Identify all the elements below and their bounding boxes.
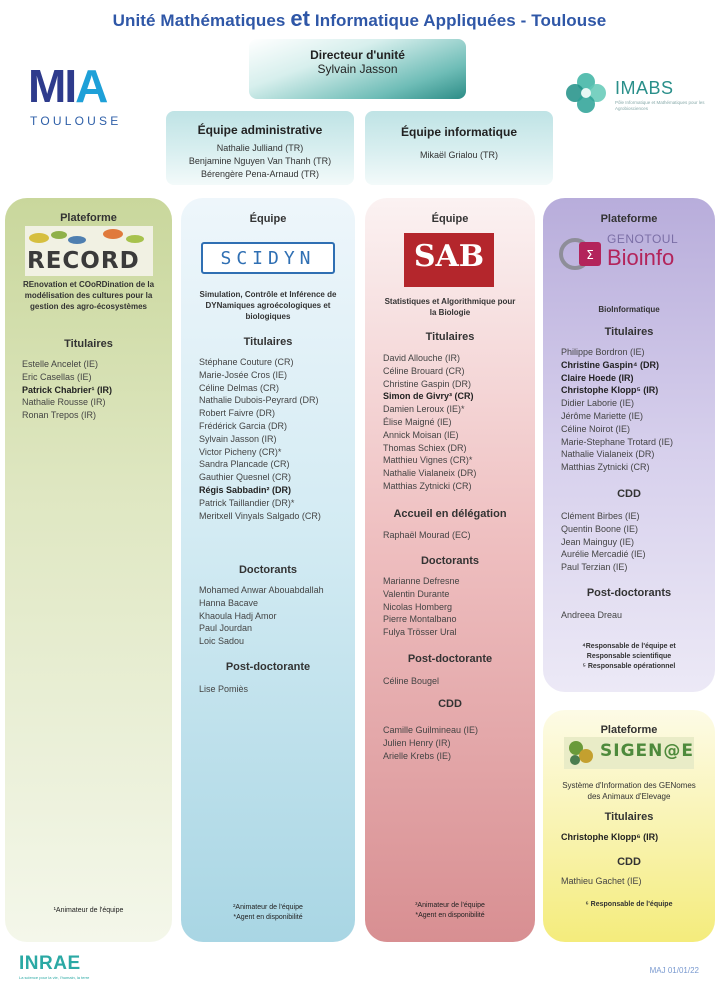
update-date: MAJ 01/01/22 [649,966,699,975]
member-name: David Allouche (IR) [383,353,461,363]
member-name: Sylvain Jasson (IR) [199,433,277,444]
admin-member: Bérengère Pena-Arnaud (TR) [200,169,320,179]
member-name: Meritxell Vinyals Salgado (CR) [199,510,321,521]
genotoul-logo-line2: Bioinfo [607,245,675,270]
sigenae-kind: Plateforme [600,724,658,736]
genotoul-bioinfo-logo [559,230,699,278]
member-name: Thomas Schiex (DR) [383,442,467,453]
member-name: Loic Sadou [199,636,245,647]
member-name: Christophe Klopp⁵ (IR) [561,385,659,396]
scidyn-kind: Équipe [249,213,287,225]
member-name: Nathalie Vialaneix (DR) [561,449,655,460]
member-name: Christophe Klopp⁶ (IR) [561,832,659,842]
record-titulaires-label: Titulaires [64,338,113,350]
admin-team-title: Équipe administrative [197,123,323,137]
member-name: Simon de Givry³ (CR) [383,391,474,402]
member-name: Nicolas Homberg [383,601,453,612]
sab-doctorants-list [383,575,535,639]
sab-description: Statistiques et Algorithmique pour la Biologie [384,297,516,317]
sab-postdoc-label: Post-doctorante [407,653,493,665]
member-name: Paul Terzian (IE) [561,562,628,573]
scidyn-titulaires-list [199,356,355,522]
svg-text:Σ: Σ [586,248,594,262]
sab-cdd-label: CDD [438,698,462,710]
scidyn-footnote-2: *Agent en disponibilité [233,914,303,921]
member-name: Lise Pomiès [199,684,249,694]
sab-logo [404,233,494,287]
record-platform-column [5,198,172,942]
member-name: Matthias Zytnicki (CR) [383,480,472,491]
member-name: Sandra Plancade (CR) [199,459,290,470]
admin-member: Benjamine Nguyen Van Thanh (TR) [188,156,332,166]
member-name: Didier Laborie (IE) [561,398,635,409]
member-name: Christine Gaspin (DR) [383,378,472,389]
director-title: Directeur d'unité [310,48,405,62]
sab-team-column [365,198,535,942]
member-name: Claire Hoede (IR) [561,372,634,383]
inrae-logo-text: INRAE [19,953,81,974]
scidyn-logo [201,242,335,274]
title-part-1: Unité Mathématiques [112,11,291,30]
sab-footnote-2: *Agent en disponibilité [415,912,485,919]
member-name: Eric Casellas (IE) [22,371,92,382]
member-name: Pierre Montalbano [383,614,457,625]
member-name: Marie-Josée Cros (IE) [199,369,288,380]
sigenae-cdd-label: CDD [617,856,641,868]
member-name: Élise Maigné (IE) [383,416,452,427]
member-name: Aurélie Mercadié (IE) [561,549,646,560]
member-name: Stéphane Couture (CR) [199,357,294,367]
bioinfo-postdoc-label: Post-doctorants [586,587,672,599]
imabs-logo [563,70,713,122]
member-name: Quentin Boone (IE) [561,523,639,534]
imabs-logo-name: IMABS [615,78,674,98]
member-name: Patrick Chabrier¹ (IR) [22,384,113,395]
member-name: Hanna Bacave [199,597,259,608]
bioinfo-cdd-label: CDD [617,488,641,500]
imabs-flower-icon [563,70,609,116]
member-name: Andreea Dreau [561,610,623,620]
sab-postdoc-list [383,675,535,688]
scidyn-titulaires-label: Titulaires [243,336,293,348]
member-name: Patrick Taillandier (DR)* [199,497,295,508]
member-name: Régis Sabbadin² (DR) [199,484,292,495]
bioinfo-kind: Plateforme [600,213,658,225]
bioinfo-titulaires-label: Titulaires [604,326,654,338]
sab-logo-text: SAB [413,239,485,274]
sigenae-logo [564,737,694,769]
sab-accueil-label: Accueil en délégation [393,508,507,520]
member-name: Christine Gaspin⁴ (DR) [561,359,659,370]
sab-kind: Équipe [431,213,469,225]
mia-logo-subtitle: TOULOUSE [30,114,122,128]
sigenae-footnote: ⁶ Responsable de l'équipe [585,901,673,908]
sigenae-logo-text: SIGEN@E [600,741,694,761]
it-member: Mikaël Grialou (TR) [419,150,498,160]
member-name: Céline Noirot (IE) [561,423,631,434]
member-name: Nathalie Rousse (IR) [22,397,106,408]
sigenae-animals-icon [566,738,596,768]
genotoul-logo-line1: GENOTOUL [607,232,679,246]
member-name: Clément Birbes (IE) [561,511,640,521]
member-name: Matthieu Vignes (CR)* [383,455,473,466]
admin-member: Nathalie Julliand (TR) [216,143,304,153]
it-team-title: Équipe informatique [400,125,517,139]
scidyn-footnote-1: ²Animateur de l'équipe [233,904,303,911]
bioinfo-titulaires-list [561,346,715,474]
member-name: Ronan Trepos (IR) [22,410,97,421]
scidyn-description: Simulation, Contrôle et Inférence de DYNamiques agroécologiques et biologiques [199,290,337,321]
bioinfo-cdd-list [561,510,715,574]
record-logo-text: RECORD [27,248,140,274]
bioinfo-description: BioInformatique [598,305,660,314]
member-name: Damien Leroux (IE)* [383,404,465,415]
member-name: Raphaël Mourad (EC) [383,530,471,540]
scidyn-team-column [181,198,355,942]
genotoul-dna-icon [559,232,605,276]
bioinfo-footnote-2: ⁵ Responsable opérationnel [582,663,676,670]
member-name: Céline Delmas (CR) [199,382,280,393]
member-name: Nathalie Vialaneix (DR) [383,468,477,479]
record-logo [25,226,153,276]
admin-team-box [166,111,354,185]
member-name: Julien Henry (IR) [383,737,451,748]
member-name: Jérôme Mariette (IE) [561,410,644,421]
scidyn-postdoc-list [199,683,355,696]
member-name: Khaoula Hadj Amor [199,610,277,621]
sab-titulaires-label: Titulaires [425,331,475,343]
scidyn-logo-text: SCIDYN [220,248,316,269]
sigenae-titulaires-label: Titulaires [604,811,654,823]
member-name: Frédérick Garcia (DR) [199,420,288,431]
member-name: Céline Bougel [383,676,440,686]
member-name: Mathieu Gachet (IE) [561,876,642,886]
page-title [0,6,719,32]
sab-doctorants-label: Doctorants [420,555,480,567]
member-name: Victor Picheny (CR)* [199,446,282,457]
member-name: Arielle Krebs (IE) [383,750,452,761]
director-box [249,39,466,99]
member-name: Nathalie Dubois-Peyrard (DR) [199,395,319,406]
member-name: Robert Faivre (DR) [199,408,276,419]
inrae-logo [19,953,129,981]
sigenae-description: Système d'Information des GENomes des Animaux d'Elevage [562,781,696,801]
sab-accueil-list [383,529,535,542]
member-name: Matthias Zytnicki (CR) [561,462,650,473]
sigenae-cdd-list [561,875,715,888]
member-name: Céline Brouard (CR) [383,365,465,376]
imabs-logo-tagline: Pôle Informatique et Mathématiques pour les Agrobiosciences [615,100,705,111]
sigenae-platform-column [543,710,715,942]
member-name: Mohamed Anwar Abouabdallah [199,585,324,595]
member-name: Marie-Stephane Trotard (IE) [561,436,674,447]
sab-titulaires-list [383,352,535,493]
member-name: Paul Jourdan [199,623,253,634]
bioinfo-postdoc-list [561,609,715,622]
member-name: Jean Mainguy (IE) [561,536,635,547]
title-part-2: Informatique Appliquées - Toulouse [310,11,607,30]
sab-footnote-1: ³Animateur de l'équipe [415,902,485,909]
member-name: Estelle Ancelet (IE) [22,359,99,369]
member-name: Gauthier Quesnel (CR) [199,472,292,483]
scidyn-doctorants-label: Doctorants [238,564,298,576]
mia-logo-letter-a: A [75,60,109,112]
record-footnote: ¹Animateur de l'équipe [53,907,124,914]
bioinfo-platform-column [543,198,715,692]
member-name: Camille Guilmineau (IE) [383,725,479,735]
bioinfo-footnote-1: ⁴Responsable de l'équipe et Responsable scientifique [582,643,676,660]
inrae-logo-tagline: La science pour la vie, l'humain, la terre [19,975,90,980]
member-name: Philippe Bordron (IE) [561,347,645,357]
scidyn-postdoc-label: Post-doctorante [225,661,311,673]
director-name: Sylvain Jasson [317,62,398,76]
mia-toulouse-logo [28,62,143,132]
mia-logo-letters: MI [28,60,76,112]
record-leaves-icon [25,226,153,250]
member-name: Fulya Trösser Ural [383,627,457,638]
record-titulaires-list [22,358,172,422]
member-name: Valentin Durante [383,588,450,599]
member-name: Marianne Defresne [383,576,460,586]
sab-cdd-list [383,724,535,762]
sigenae-titulaires-list [561,831,715,844]
record-description: REnovation et COoRDination de la modélisation des cultures pour la gestion des agro-écosystèmes [22,280,155,311]
record-kind: Plateforme [60,212,117,224]
title-et: et [290,6,311,31]
it-team-box [365,111,553,185]
scidyn-doctorants-list [199,584,355,648]
member-name: Annick Moisan (IE) [383,429,459,440]
